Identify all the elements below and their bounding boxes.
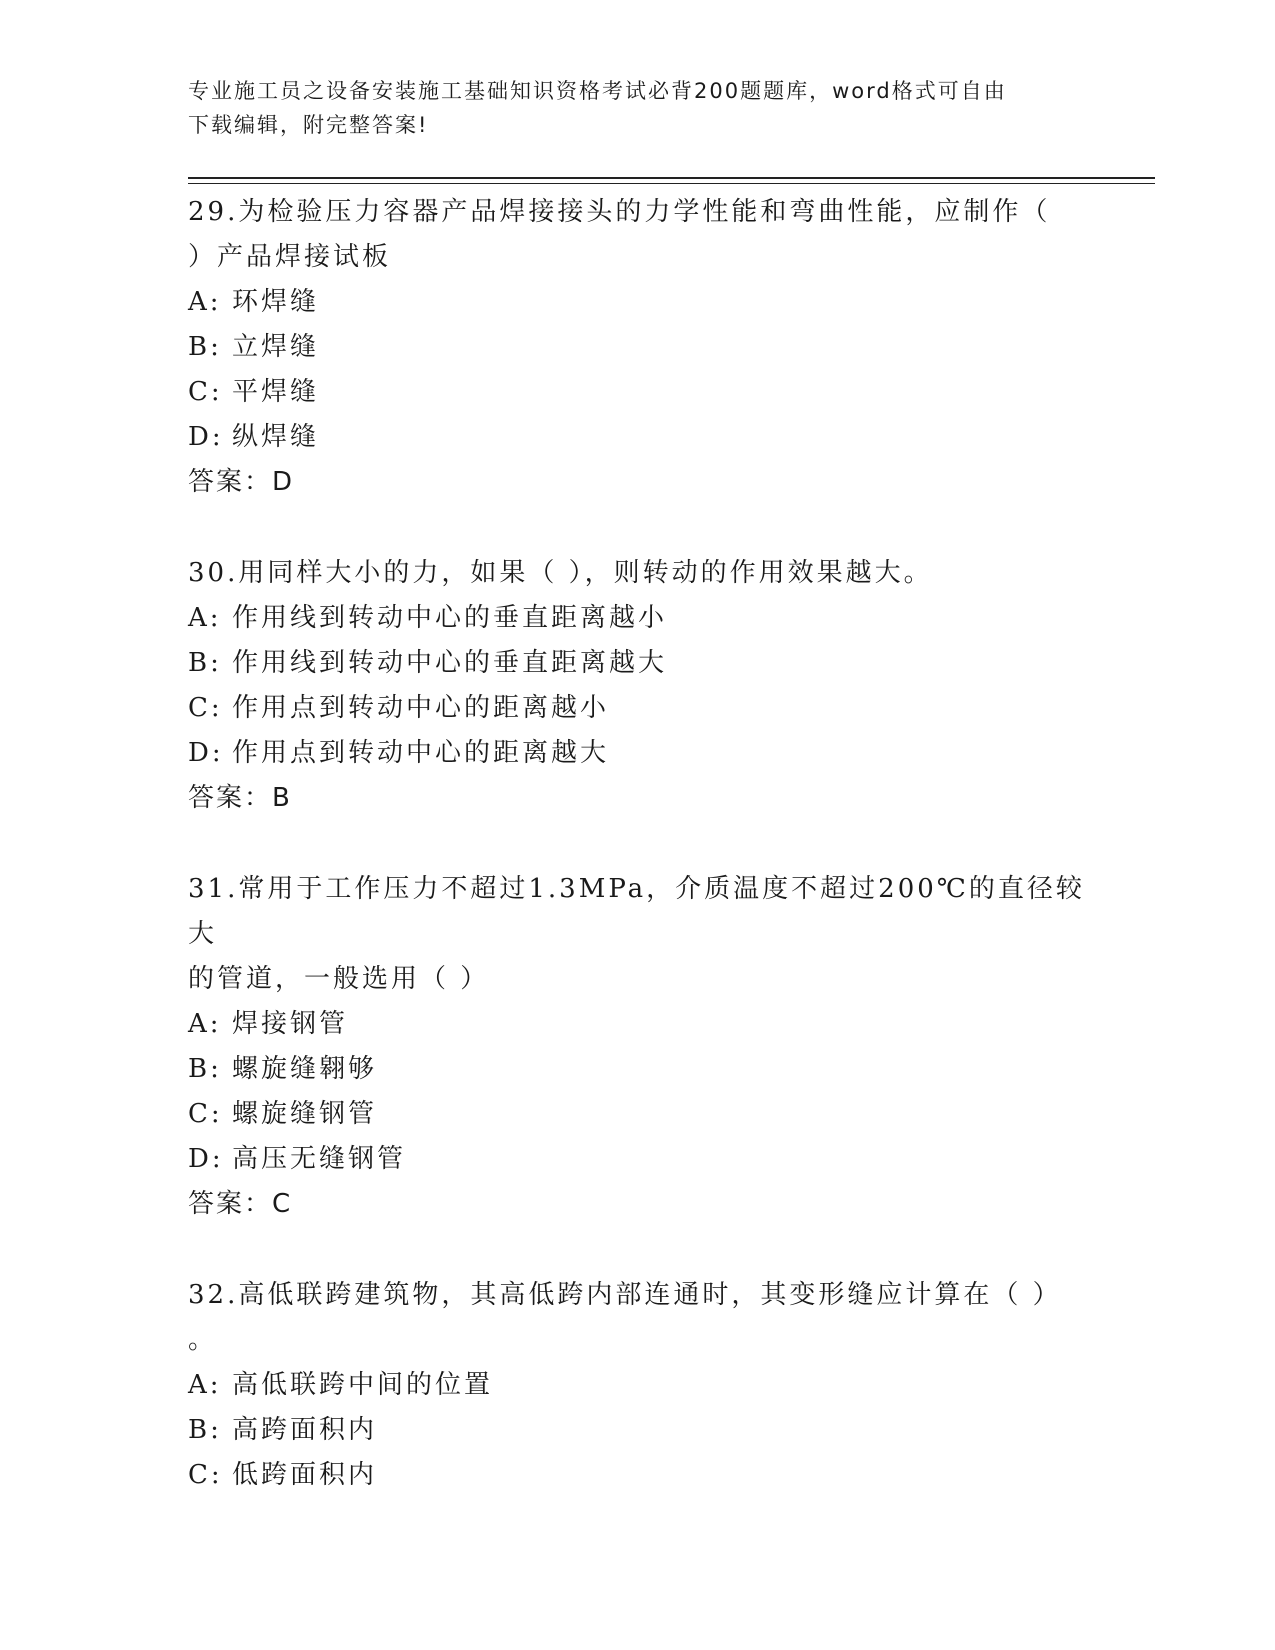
option-text: 作用线到转动中心的垂直距离越大	[232, 648, 668, 678]
option-text: 高压无缝钢管	[232, 1144, 407, 1174]
option-key: B:	[188, 1054, 222, 1084]
option-c	[188, 1453, 1088, 1498]
option-c	[188, 686, 1088, 731]
option-text: 纵焊缝	[232, 422, 320, 452]
option-text: 螺旋缝翱够	[232, 1054, 378, 1084]
question-32	[188, 1273, 1088, 1498]
question-30	[188, 551, 1088, 821]
option-key: A:	[188, 1370, 222, 1400]
question-text-line-1: 30.用同样大小的力，如果（ ），则转动的作用效果越大。	[188, 558, 933, 588]
option-text: 焊接钢管	[232, 1009, 349, 1039]
option-text: 作用线到转动中心的垂直距离越小	[232, 603, 668, 633]
question-list	[188, 190, 1088, 1544]
option-d	[188, 1137, 1088, 1182]
option-key: B:	[188, 648, 222, 678]
question-text-line-1: 32.高低联跨建筑物，其高低跨内部连通时，其变形缝应计算在（ ）	[188, 1280, 1062, 1310]
header-rule-thick	[188, 177, 1155, 179]
option-key: C:	[188, 377, 223, 407]
option-c	[188, 1092, 1088, 1137]
option-a	[188, 1363, 1088, 1408]
option-text: 高跨面积内	[232, 1415, 378, 1445]
question-31	[188, 867, 1088, 1227]
document-header	[188, 74, 1068, 142]
option-b	[188, 325, 1088, 370]
option-key: A:	[188, 603, 222, 633]
option-text: 环焊缝	[232, 287, 320, 317]
option-a	[188, 596, 1088, 641]
answer-text: 答案：B	[188, 783, 292, 813]
option-a	[188, 1002, 1088, 1047]
question-text-line-2: ）产品焊接试板	[188, 242, 392, 272]
header-rule-thin	[188, 183, 1155, 184]
question-text-line-1: 31.常用于工作压力不超过1.3MPa，介质温度不超过200℃的直径较大	[188, 874, 1085, 949]
option-text: 低跨面积内	[232, 1460, 378, 1490]
option-key: A:	[188, 287, 222, 317]
option-text: 作用点到转动中心的距离越小	[232, 693, 610, 723]
option-key: D:	[188, 738, 224, 768]
option-d	[188, 731, 1088, 776]
option-key: B:	[188, 1415, 222, 1445]
question-text-line-2: 的管道，一般选用（ ）	[188, 964, 490, 994]
option-key: C:	[188, 1460, 223, 1490]
option-key: C:	[188, 693, 223, 723]
option-text: 立焊缝	[232, 332, 320, 362]
option-key: B:	[188, 332, 222, 362]
option-text: 平焊缝	[232, 377, 320, 407]
option-b	[188, 1408, 1088, 1453]
option-key: A:	[188, 1009, 222, 1039]
option-key: C:	[188, 1099, 223, 1129]
header-line-1: 专业施工员之设备安装施工基础知识资格考试必背200题题库，word格式可自由	[188, 79, 1007, 103]
option-b	[188, 1047, 1088, 1092]
option-key: D:	[188, 422, 224, 452]
option-b	[188, 641, 1088, 686]
option-text: 作用点到转动中心的距离越大	[232, 738, 610, 768]
header-line-2: 下载编辑，附完整答案!	[188, 113, 429, 137]
option-c	[188, 370, 1088, 415]
option-a	[188, 280, 1088, 325]
option-text: 高低联跨中间的位置	[232, 1370, 494, 1400]
question-text-line-1: 29.为检验压力容器产品焊接接头的力学性能和弯曲性能，应制作（	[188, 197, 1051, 227]
answer-text: 答案：C	[188, 1189, 293, 1219]
option-text: 螺旋缝钢管	[232, 1099, 378, 1129]
question-text-line-2: 。	[188, 1325, 218, 1355]
option-key: D:	[188, 1144, 224, 1174]
answer-text: 答案：D	[188, 467, 295, 497]
question-29	[188, 190, 1088, 505]
option-d	[188, 415, 1088, 460]
